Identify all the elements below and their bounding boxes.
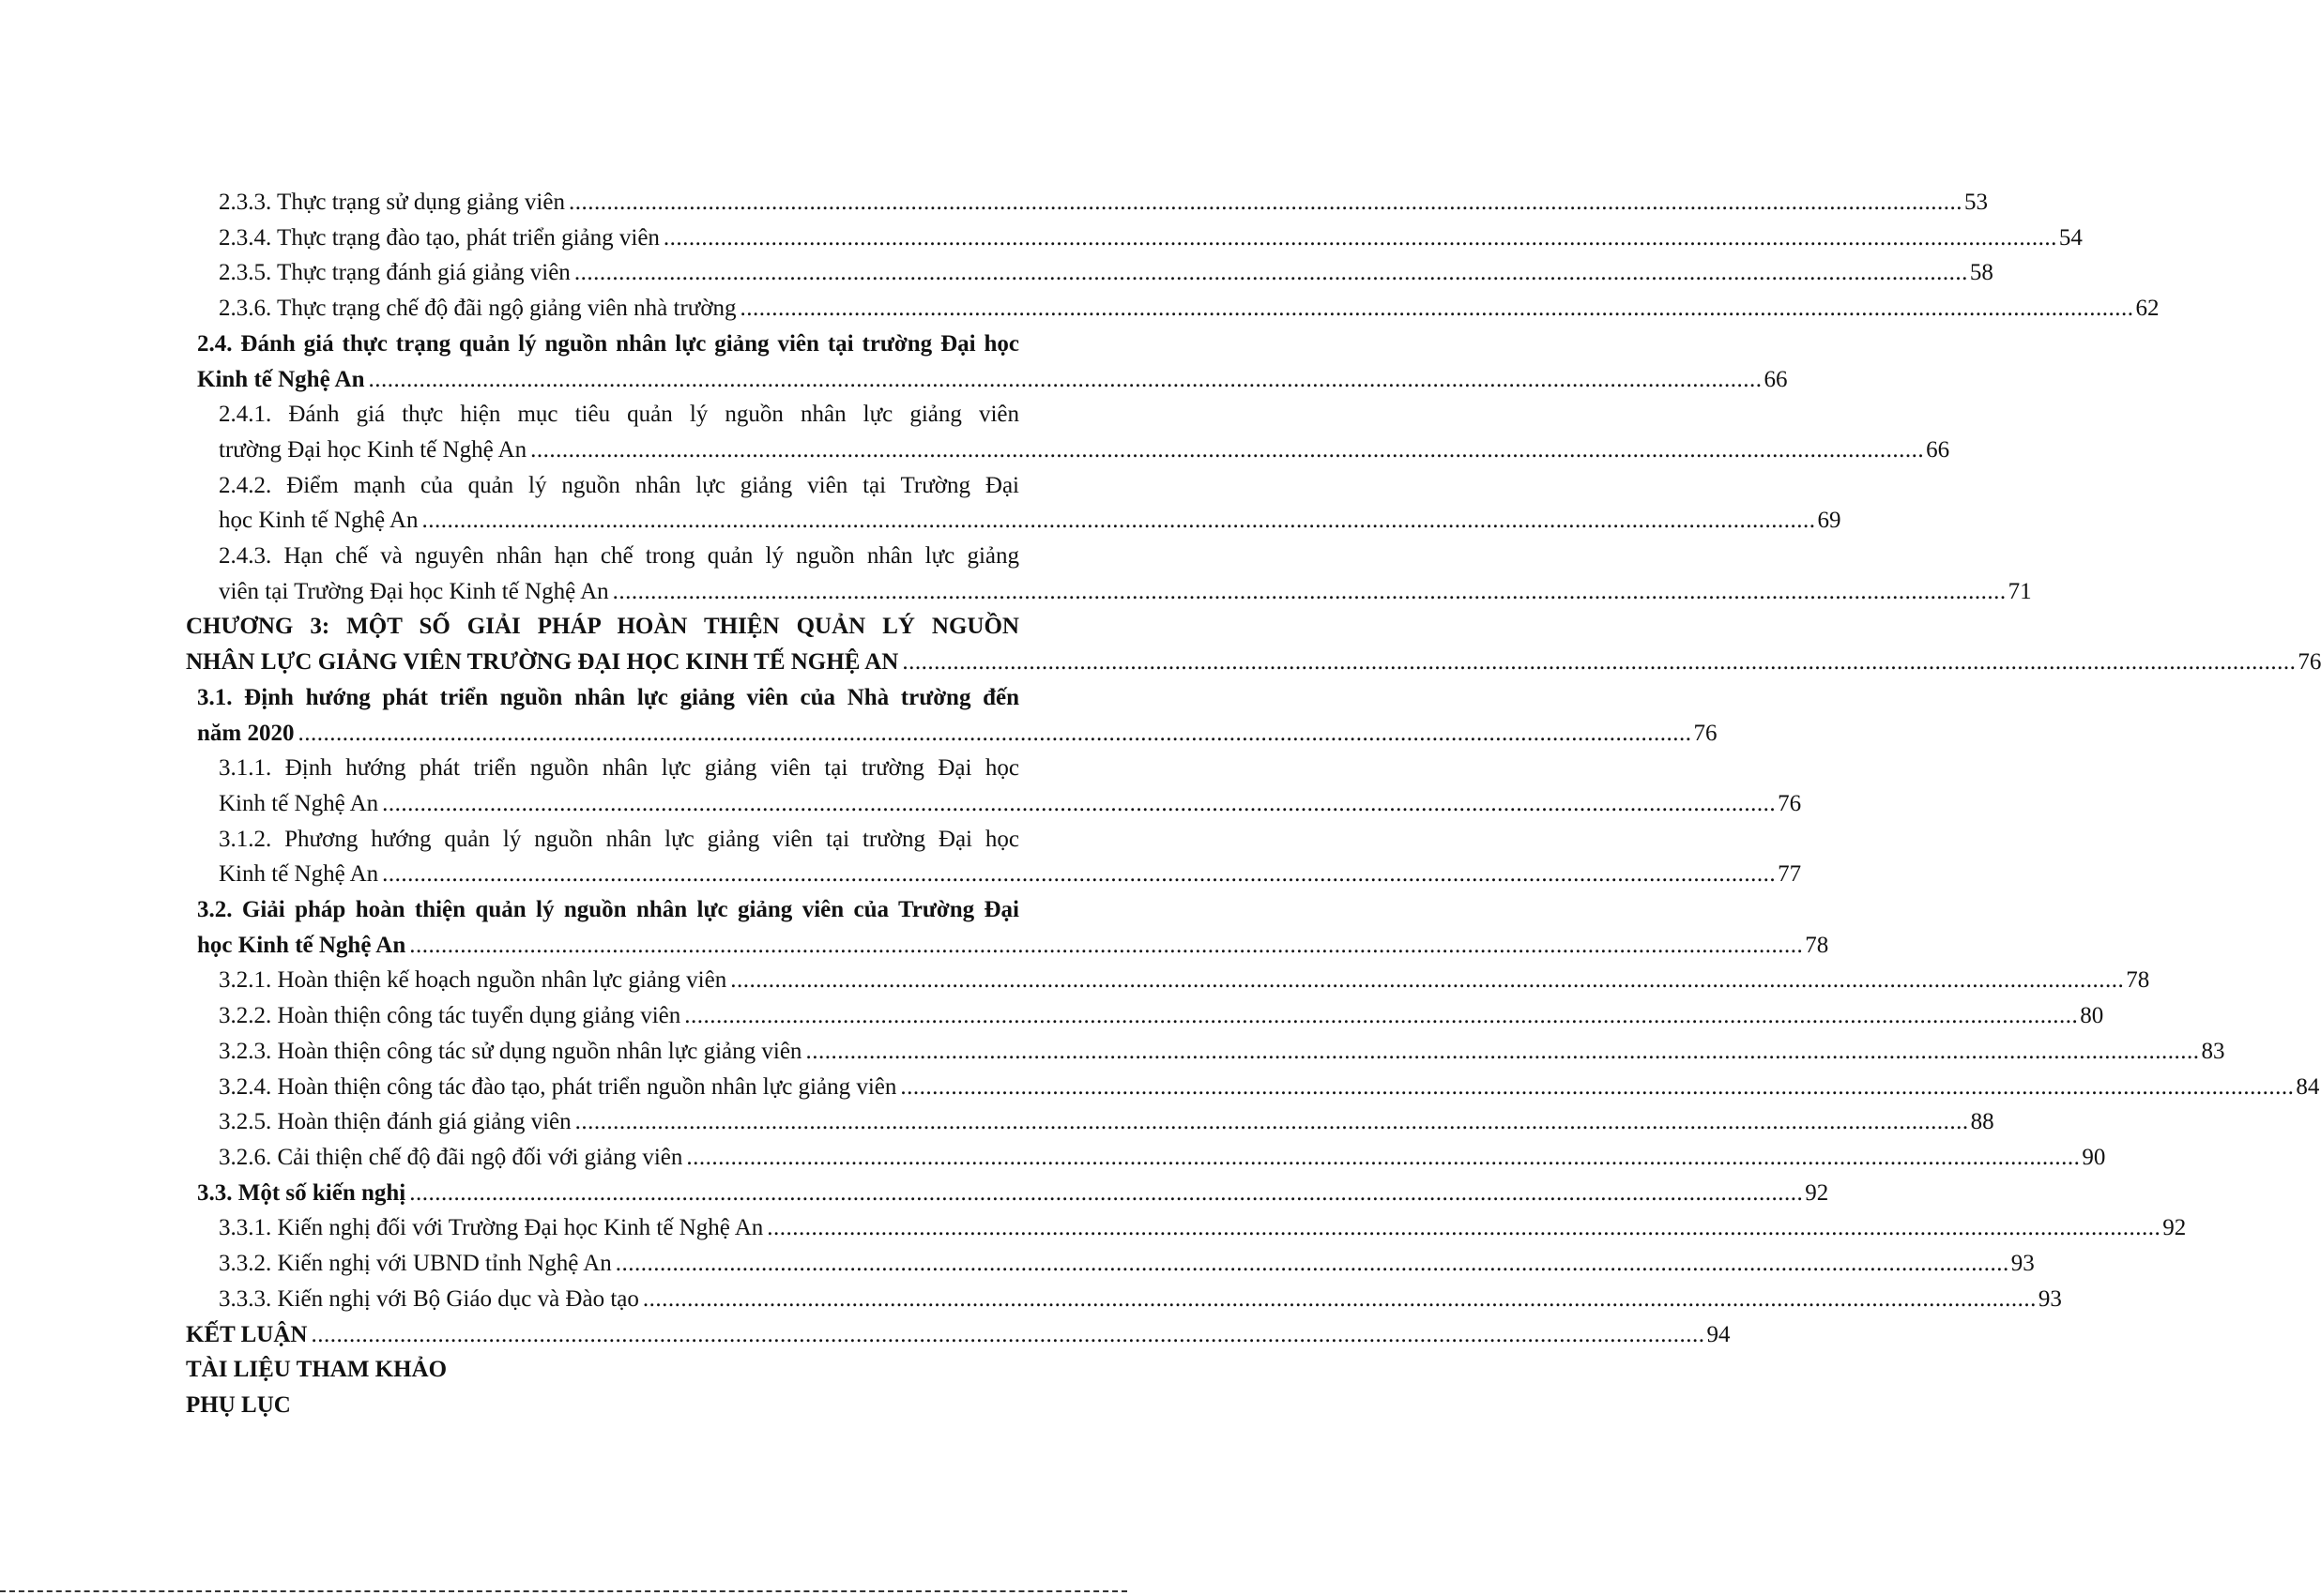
toc-entry-text: học Kinh tế Nghệ An [197, 932, 406, 958]
dot-leader: ............................................................................................................................................................................................................................ [767, 1215, 2161, 1241]
toc-entry [219, 468, 1841, 539]
dot-leader: ............................................................................................................................................................................................................................ [902, 649, 2297, 676]
toc-entry-text: 3.2. Giải pháp hoàn thiện quản lý nguồn nhân lực giảng viên của Trường Đại [197, 897, 1019, 923]
toc-page-number: 66 [1926, 436, 1950, 463]
toc-entry-text: 3.2.6. Cải thiện chế độ đãi ngộ đối với giảng viên [219, 1144, 683, 1170]
toc-entry-row [219, 185, 1988, 220]
toc-entry [197, 680, 1718, 751]
toc-entry-text: 3.1. Định hướng phát triển nguồn nhân lực giảng viên của Nhà trường đến [197, 684, 1019, 710]
toc-entry-text: 2.3.6. Thực trạng chế độ đãi ngộ giảng viên nhà trường [219, 296, 737, 322]
toc-entry-row [219, 786, 1802, 822]
toc-entry-text: học Kinh tế Nghệ An [219, 508, 419, 534]
dot-leader: ............................................................................................................................................................................................................................ [368, 366, 1763, 392]
toc-entry-text: PHỤ LỤC [186, 1391, 291, 1418]
toc-entry [186, 1317, 1731, 1353]
dot-leader: ............................................................................................................................................................................................................................ [311, 1321, 1705, 1347]
toc-entry [219, 1034, 2225, 1070]
toc-entry-row [219, 574, 2032, 610]
toc-entry-row [186, 1317, 1731, 1353]
toc-entry-text: CHƯƠNG 3: MỘT SỐ GIẢI PHÁP HOÀN THIỆN QUẢN LÝ NGUỒN [186, 614, 1019, 640]
toc-entry [186, 1388, 1019, 1423]
dot-leader: ............................................................................................................................................................................................................................ [615, 1251, 2009, 1277]
toc-entry-row [219, 857, 1802, 892]
dot-leader: ............................................................................................................................................................................................................................ [900, 1073, 2295, 1100]
toc-entry [219, 751, 1802, 821]
toc-page-number: 88 [1970, 1109, 1994, 1135]
toc-page-number: 92 [2162, 1215, 2187, 1241]
toc-page-number: 62 [2135, 296, 2160, 322]
toc-entry-row [219, 433, 1950, 468]
toc-page-number: 69 [1817, 508, 1841, 534]
toc-entry-row [219, 1034, 2225, 1070]
toc-entry [219, 998, 2104, 1034]
dot-leader: ............................................................................................................................................................................................................................ [686, 1144, 2081, 1170]
dot-leader: ............................................................................................................................................................................................................................ [663, 224, 2057, 251]
dot-leader: ............................................................................................................................................................................................................................ [805, 1038, 2200, 1064]
toc-entry [219, 1282, 2062, 1317]
page-bottom-rule [0, 1590, 1127, 1596]
toc-page-number: 94 [1706, 1321, 1731, 1347]
toc-entry-text: 3.2.4. Hoàn thiện công tác đào tạo, phát triển nguồn nhân lực giảng viên [219, 1073, 897, 1100]
toc-entry-text: Kinh tế Nghệ An [219, 861, 379, 888]
toc-entry [219, 539, 2032, 609]
toc-page-number: 93 [2038, 1285, 2062, 1312]
toc-page-number: 53 [1963, 190, 1988, 215]
toc-entry-text: TÀI LIỆU THAM KHẢO [186, 1357, 448, 1383]
toc-entry-text: 2.3.5. Thực trạng đánh giá giảng viên [219, 260, 571, 286]
toc-entry-text: 3.3.1. Kiến nghị đối với Trường Đại học Kinh tế Nghệ An [219, 1215, 764, 1241]
toc-entry [219, 822, 1802, 892]
toc-entry-row [197, 362, 1788, 398]
toc-page-number: 54 [2058, 224, 2083, 251]
toc-entry-text: 2.4.3. Hạn chế và nguyên nhân hạn chế trong quản lý nguồn nhân lực giảng [219, 543, 1019, 570]
toc-entry-row [219, 1282, 2062, 1317]
toc-entry-text: 3.3.2. Kiến nghị với UBND tỉnh Nghệ An [219, 1251, 612, 1277]
toc-entry [219, 185, 1988, 220]
toc-entry [197, 327, 1788, 397]
toc-entry-text: trường Đại học Kinh tế Nghệ An [219, 436, 527, 463]
toc-entry-row [219, 291, 2160, 327]
toc-entry [219, 255, 1993, 291]
toc-entry [197, 892, 1829, 963]
toc-entry-row [186, 1352, 1019, 1388]
toc-entry-text: KẾT LUẬN [186, 1321, 308, 1347]
toc-page-number: 92 [1805, 1179, 1829, 1206]
toc-entry-text: 3.1.1. Định hướng phát triển nguồn nhân lực giảng viên tại trường Đại học [219, 755, 1019, 782]
toc-entry-text: Kinh tế Nghệ An [197, 366, 365, 392]
toc-entry-row [219, 1246, 2035, 1282]
dot-leader: ............................................................................................................................................................................................................................ [574, 1109, 1969, 1135]
dot-leader: ............................................................................................................................................................................................................................ [382, 861, 1777, 888]
toc-entry-row [219, 1070, 2320, 1105]
toc-page-number: 78 [2126, 967, 2150, 994]
toc-entry-row [219, 255, 1993, 291]
dot-leader: ............................................................................................................................................................................................................................ [642, 1285, 2037, 1312]
dot-leader: ............................................................................................................................................................................................................................ [730, 967, 2125, 994]
toc-page-number: 66 [1764, 366, 1788, 392]
toc-page-number: 76 [1778, 790, 1802, 816]
toc-page-number: 58 [1969, 260, 1993, 286]
toc-entry-row [219, 998, 2104, 1034]
toc-entry [197, 1176, 1829, 1211]
toc-page-number: 83 [2201, 1038, 2225, 1064]
toc-entry-text: 3.3.3. Kiến nghị với Bộ Giáo dục và Đào tạo [219, 1285, 639, 1312]
toc-entry-row [186, 1388, 1019, 1423]
dot-leader: ............................................................................................................................................................................................................................ [409, 932, 1804, 958]
dot-leader: ............................................................................................................................................................................................................................ [612, 578, 2007, 604]
toc-entry-text: 3.2.2. Hoàn thiện công tác tuyển dụng giảng viên [219, 1003, 681, 1029]
toc-entry [219, 1246, 2035, 1282]
toc-page-number: 78 [1805, 932, 1829, 958]
toc-entry-text: 2.3.4. Thực trạng đào tạo, phát triển giảng viên [219, 224, 660, 251]
toc-entry-row [186, 645, 2321, 680]
toc-entry [186, 1352, 1019, 1388]
toc-page-number: 76 [1693, 720, 1718, 746]
toc-entry-row [219, 1210, 2187, 1246]
toc-entry [219, 1140, 2106, 1176]
toc-entry-text: 3.2.5. Hoàn thiện đánh giá giảng viên [219, 1109, 572, 1135]
toc-entry-text: 2.4. Đánh giá thực trạng quản lý nguồn nhân lực giảng viên tại trường Đại học [197, 330, 1019, 357]
toc-page-number: 90 [2082, 1144, 2106, 1170]
table-of-contents [186, 185, 2321, 1423]
dot-leader: ............................................................................................................................................................................................................................ [684, 1003, 2079, 1029]
toc-entry-text: NHÂN LỰC GIẢNG VIÊN TRƯỜNG ĐẠI HỌC KINH TẾ NGHỆ AN [186, 649, 899, 676]
toc-entry [219, 397, 1950, 467]
toc-entry-text: 2.3.3. Thực trạng sử dụng giảng viên [219, 190, 565, 215]
toc-entry-row [197, 716, 1718, 752]
toc-entry [219, 1210, 2187, 1246]
dot-leader: ............................................................................................................................................................................................................................ [740, 296, 2134, 322]
toc-entry [219, 1070, 2320, 1105]
toc-entry-text: 3.2.1. Hoàn thiện kế hoạch nguồn nhân lực giảng viên [219, 967, 727, 994]
toc-entry-row [219, 963, 2150, 998]
toc-entry-row [219, 220, 2083, 256]
toc-page-number: 93 [2010, 1251, 2035, 1277]
dot-leader: ............................................................................................................................................................................................................................ [421, 508, 1816, 534]
toc-entry-text: năm 2020 [197, 720, 295, 746]
toc-page-number: 77 [1778, 861, 1802, 888]
dot-leader: ............................................................................................................................................................................................................................ [573, 260, 1968, 286]
toc-entry [219, 291, 2160, 327]
toc-entry-text: 2.4.1. Đánh giá thực hiện mục tiêu quản lý nguồn nhân lực giảng viên [219, 402, 1019, 428]
dot-leader: ............................................................................................................................................................................................................................ [530, 436, 1925, 463]
toc-entry [219, 220, 2083, 256]
toc-entry-text: 3.3. Một số kiến nghị [197, 1179, 406, 1206]
toc-entry-text: 2.4.2. Điểm mạnh của quản lý nguồn nhân lực giảng viên tại Trường Đại [219, 472, 1019, 498]
toc-entry [219, 963, 2150, 998]
toc-page-number: 71 [2008, 578, 2032, 604]
toc-entry-row [219, 1140, 2106, 1176]
dot-leader: ............................................................................................................................................................................................................................ [568, 190, 1962, 215]
toc-entry-text: Kinh tế Nghệ An [219, 790, 379, 816]
toc-page-number: 80 [2080, 1003, 2104, 1029]
toc-entry [219, 1104, 1994, 1140]
toc-entry-row [197, 1176, 1829, 1211]
toc-page-number: 84 [2296, 1073, 2320, 1100]
dot-leader: ............................................................................................................................................................................................................................ [298, 720, 1692, 746]
toc-entry-row [219, 1104, 1994, 1140]
dot-leader: ............................................................................................................................................................................................................................ [382, 790, 1777, 816]
toc-entry-row [197, 928, 1829, 964]
toc-page-number: 76 [2298, 649, 2321, 676]
toc-entry-text: 3.1.2. Phương hướng quản lý nguồn nhân lực giảng viên tại trường Đại học [219, 826, 1019, 852]
toc-entry-text: viên tại Trường Đại học Kinh tế Nghệ An [219, 578, 609, 604]
dot-leader: ............................................................................................................................................................................................................................ [409, 1179, 1804, 1206]
toc-entry-row [219, 503, 1841, 539]
toc-entry-text: 3.2.3. Hoàn thiện công tác sử dụng nguồn nhân lực giảng viên [219, 1038, 802, 1064]
toc-entry [186, 609, 2321, 679]
